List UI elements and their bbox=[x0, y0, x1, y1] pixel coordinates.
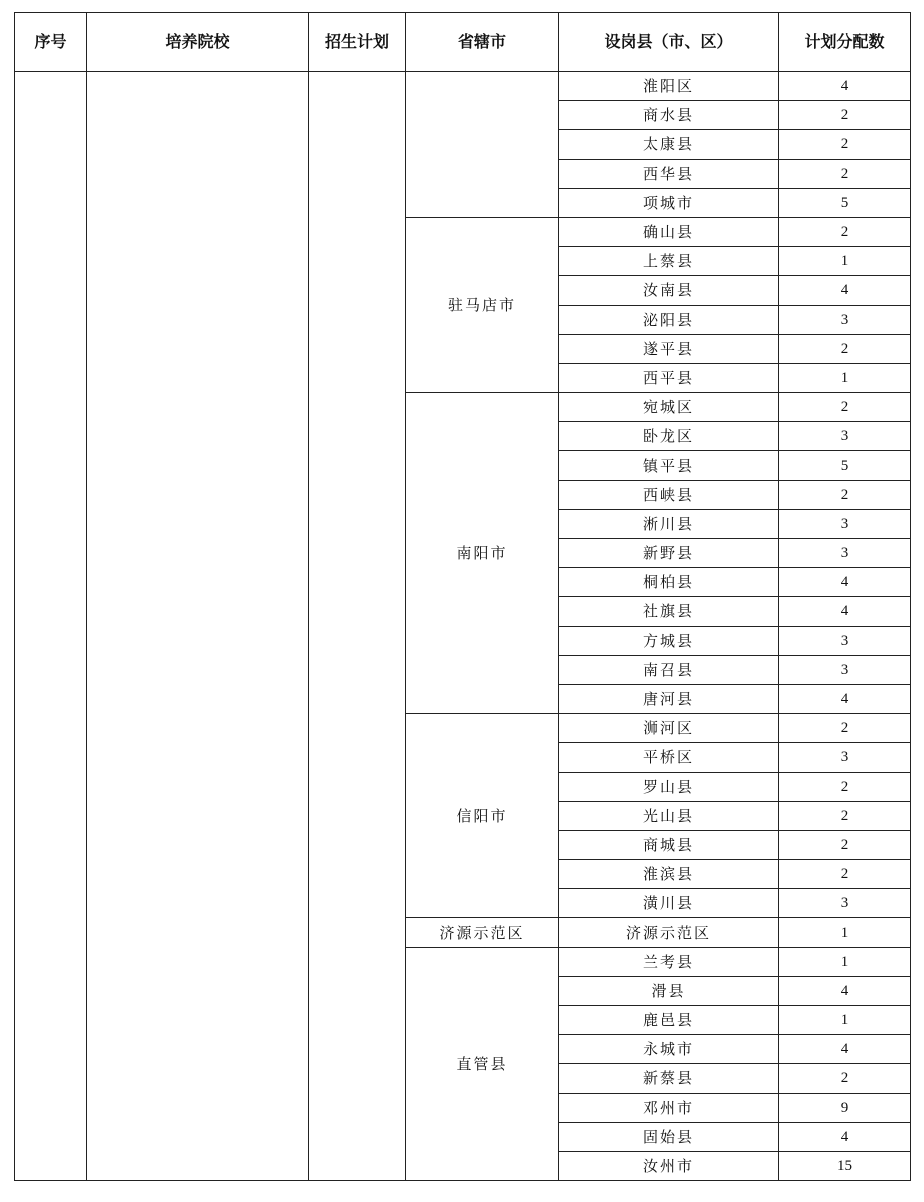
index-cell bbox=[15, 72, 87, 1181]
allocation-cell: 15 bbox=[779, 1151, 911, 1180]
allocation-cell: 3 bbox=[779, 539, 911, 568]
allocation-cell: 3 bbox=[779, 626, 911, 655]
allocation-cell: 9 bbox=[779, 1093, 911, 1122]
county-cell: 汝州市 bbox=[559, 1151, 779, 1180]
county-cell: 泌阳县 bbox=[559, 305, 779, 334]
allocation-cell: 3 bbox=[779, 305, 911, 334]
allocation-cell: 2 bbox=[779, 101, 911, 130]
county-cell: 桐柏县 bbox=[559, 568, 779, 597]
allocation-cell: 5 bbox=[779, 451, 911, 480]
county-cell: 淮滨县 bbox=[559, 860, 779, 889]
county-cell: 卧龙区 bbox=[559, 422, 779, 451]
city-cell: 信阳市 bbox=[406, 714, 559, 918]
allocation-cell: 2 bbox=[779, 714, 911, 743]
county-cell: 固始县 bbox=[559, 1122, 779, 1151]
table-body bbox=[15, 72, 911, 1181]
county-cell: 上蔡县 bbox=[559, 247, 779, 276]
county-cell: 宛城区 bbox=[559, 393, 779, 422]
county-cell: 兰考县 bbox=[559, 947, 779, 976]
county-cell: 南召县 bbox=[559, 655, 779, 684]
allocation-cell: 2 bbox=[779, 1064, 911, 1093]
allocation-cell: 2 bbox=[779, 480, 911, 509]
county-cell: 太康县 bbox=[559, 130, 779, 159]
city-cell: 济源示范区 bbox=[406, 918, 559, 947]
allocation-cell: 2 bbox=[779, 217, 911, 246]
allocation-cell: 3 bbox=[779, 509, 911, 538]
county-cell: 邓州市 bbox=[559, 1093, 779, 1122]
allocation-cell: 4 bbox=[779, 684, 911, 713]
table-row bbox=[15, 72, 911, 101]
allocation-cell: 4 bbox=[779, 976, 911, 1005]
allocation-cell: 2 bbox=[779, 159, 911, 188]
allocation-cell: 1 bbox=[779, 918, 911, 947]
city-cell: 南阳市 bbox=[406, 393, 559, 714]
county-cell: 西华县 bbox=[559, 159, 779, 188]
county-cell: 方城县 bbox=[559, 626, 779, 655]
allocation-cell: 4 bbox=[779, 568, 911, 597]
allocation-cell: 2 bbox=[779, 393, 911, 422]
allocation-cell: 2 bbox=[779, 130, 911, 159]
allocation-cell: 4 bbox=[779, 276, 911, 305]
header-county: 设岗县（市、区） bbox=[559, 13, 779, 72]
header-enrollment-plan: 招生计划 bbox=[309, 13, 406, 72]
county-cell: 西峡县 bbox=[559, 480, 779, 509]
county-cell: 新野县 bbox=[559, 539, 779, 568]
county-cell: 镇平县 bbox=[559, 451, 779, 480]
county-cell: 商城县 bbox=[559, 830, 779, 859]
allocation-cell: 3 bbox=[779, 889, 911, 918]
header-city: 省辖市 bbox=[406, 13, 559, 72]
allocation-cell: 4 bbox=[779, 72, 911, 101]
allocation-cell: 2 bbox=[779, 772, 911, 801]
county-cell: 社旗县 bbox=[559, 597, 779, 626]
header-allocation: 计划分配数 bbox=[779, 13, 911, 72]
enrollment-plan-cell bbox=[309, 72, 406, 1181]
header-row bbox=[15, 13, 911, 72]
allocation-cell: 1 bbox=[779, 247, 911, 276]
allocation-cell: 2 bbox=[779, 334, 911, 363]
county-cell: 西平县 bbox=[559, 363, 779, 392]
allocation-table bbox=[14, 12, 911, 1181]
county-cell: 唐河县 bbox=[559, 684, 779, 713]
county-cell: 商水县 bbox=[559, 101, 779, 130]
allocation-cell: 4 bbox=[779, 597, 911, 626]
allocation-cell: 4 bbox=[779, 1035, 911, 1064]
allocation-cell: 5 bbox=[779, 188, 911, 217]
header-index: 序号 bbox=[15, 13, 87, 72]
city-cell: 直管县 bbox=[406, 947, 559, 1181]
county-cell: 遂平县 bbox=[559, 334, 779, 363]
allocation-cell: 3 bbox=[779, 655, 911, 684]
county-cell: 鹿邑县 bbox=[559, 1006, 779, 1035]
county-cell: 光山县 bbox=[559, 801, 779, 830]
county-cell: 滑县 bbox=[559, 976, 779, 1005]
allocation-cell: 1 bbox=[779, 1006, 911, 1035]
city-cell: 驻马店市 bbox=[406, 217, 559, 392]
allocation-cell: 4 bbox=[779, 1122, 911, 1151]
header-school: 培养院校 bbox=[87, 13, 309, 72]
county-cell: 罗山县 bbox=[559, 772, 779, 801]
county-cell: 平桥区 bbox=[559, 743, 779, 772]
allocation-cell: 3 bbox=[779, 743, 911, 772]
county-cell: 汝南县 bbox=[559, 276, 779, 305]
allocation-cell: 2 bbox=[779, 860, 911, 889]
allocation-cell: 2 bbox=[779, 830, 911, 859]
county-cell: 永城市 bbox=[559, 1035, 779, 1064]
county-cell: 潢川县 bbox=[559, 889, 779, 918]
city-cell bbox=[406, 72, 559, 218]
county-cell: 济源示范区 bbox=[559, 918, 779, 947]
allocation-cell: 2 bbox=[779, 801, 911, 830]
county-cell: 新蔡县 bbox=[559, 1064, 779, 1093]
county-cell: 浉河区 bbox=[559, 714, 779, 743]
county-cell: 确山县 bbox=[559, 217, 779, 246]
school-cell bbox=[87, 72, 309, 1181]
county-cell: 淮阳区 bbox=[559, 72, 779, 101]
allocation-cell: 1 bbox=[779, 363, 911, 392]
allocation-cell: 1 bbox=[779, 947, 911, 976]
county-cell: 项城市 bbox=[559, 188, 779, 217]
allocation-cell: 3 bbox=[779, 422, 911, 451]
county-cell: 淅川县 bbox=[559, 509, 779, 538]
